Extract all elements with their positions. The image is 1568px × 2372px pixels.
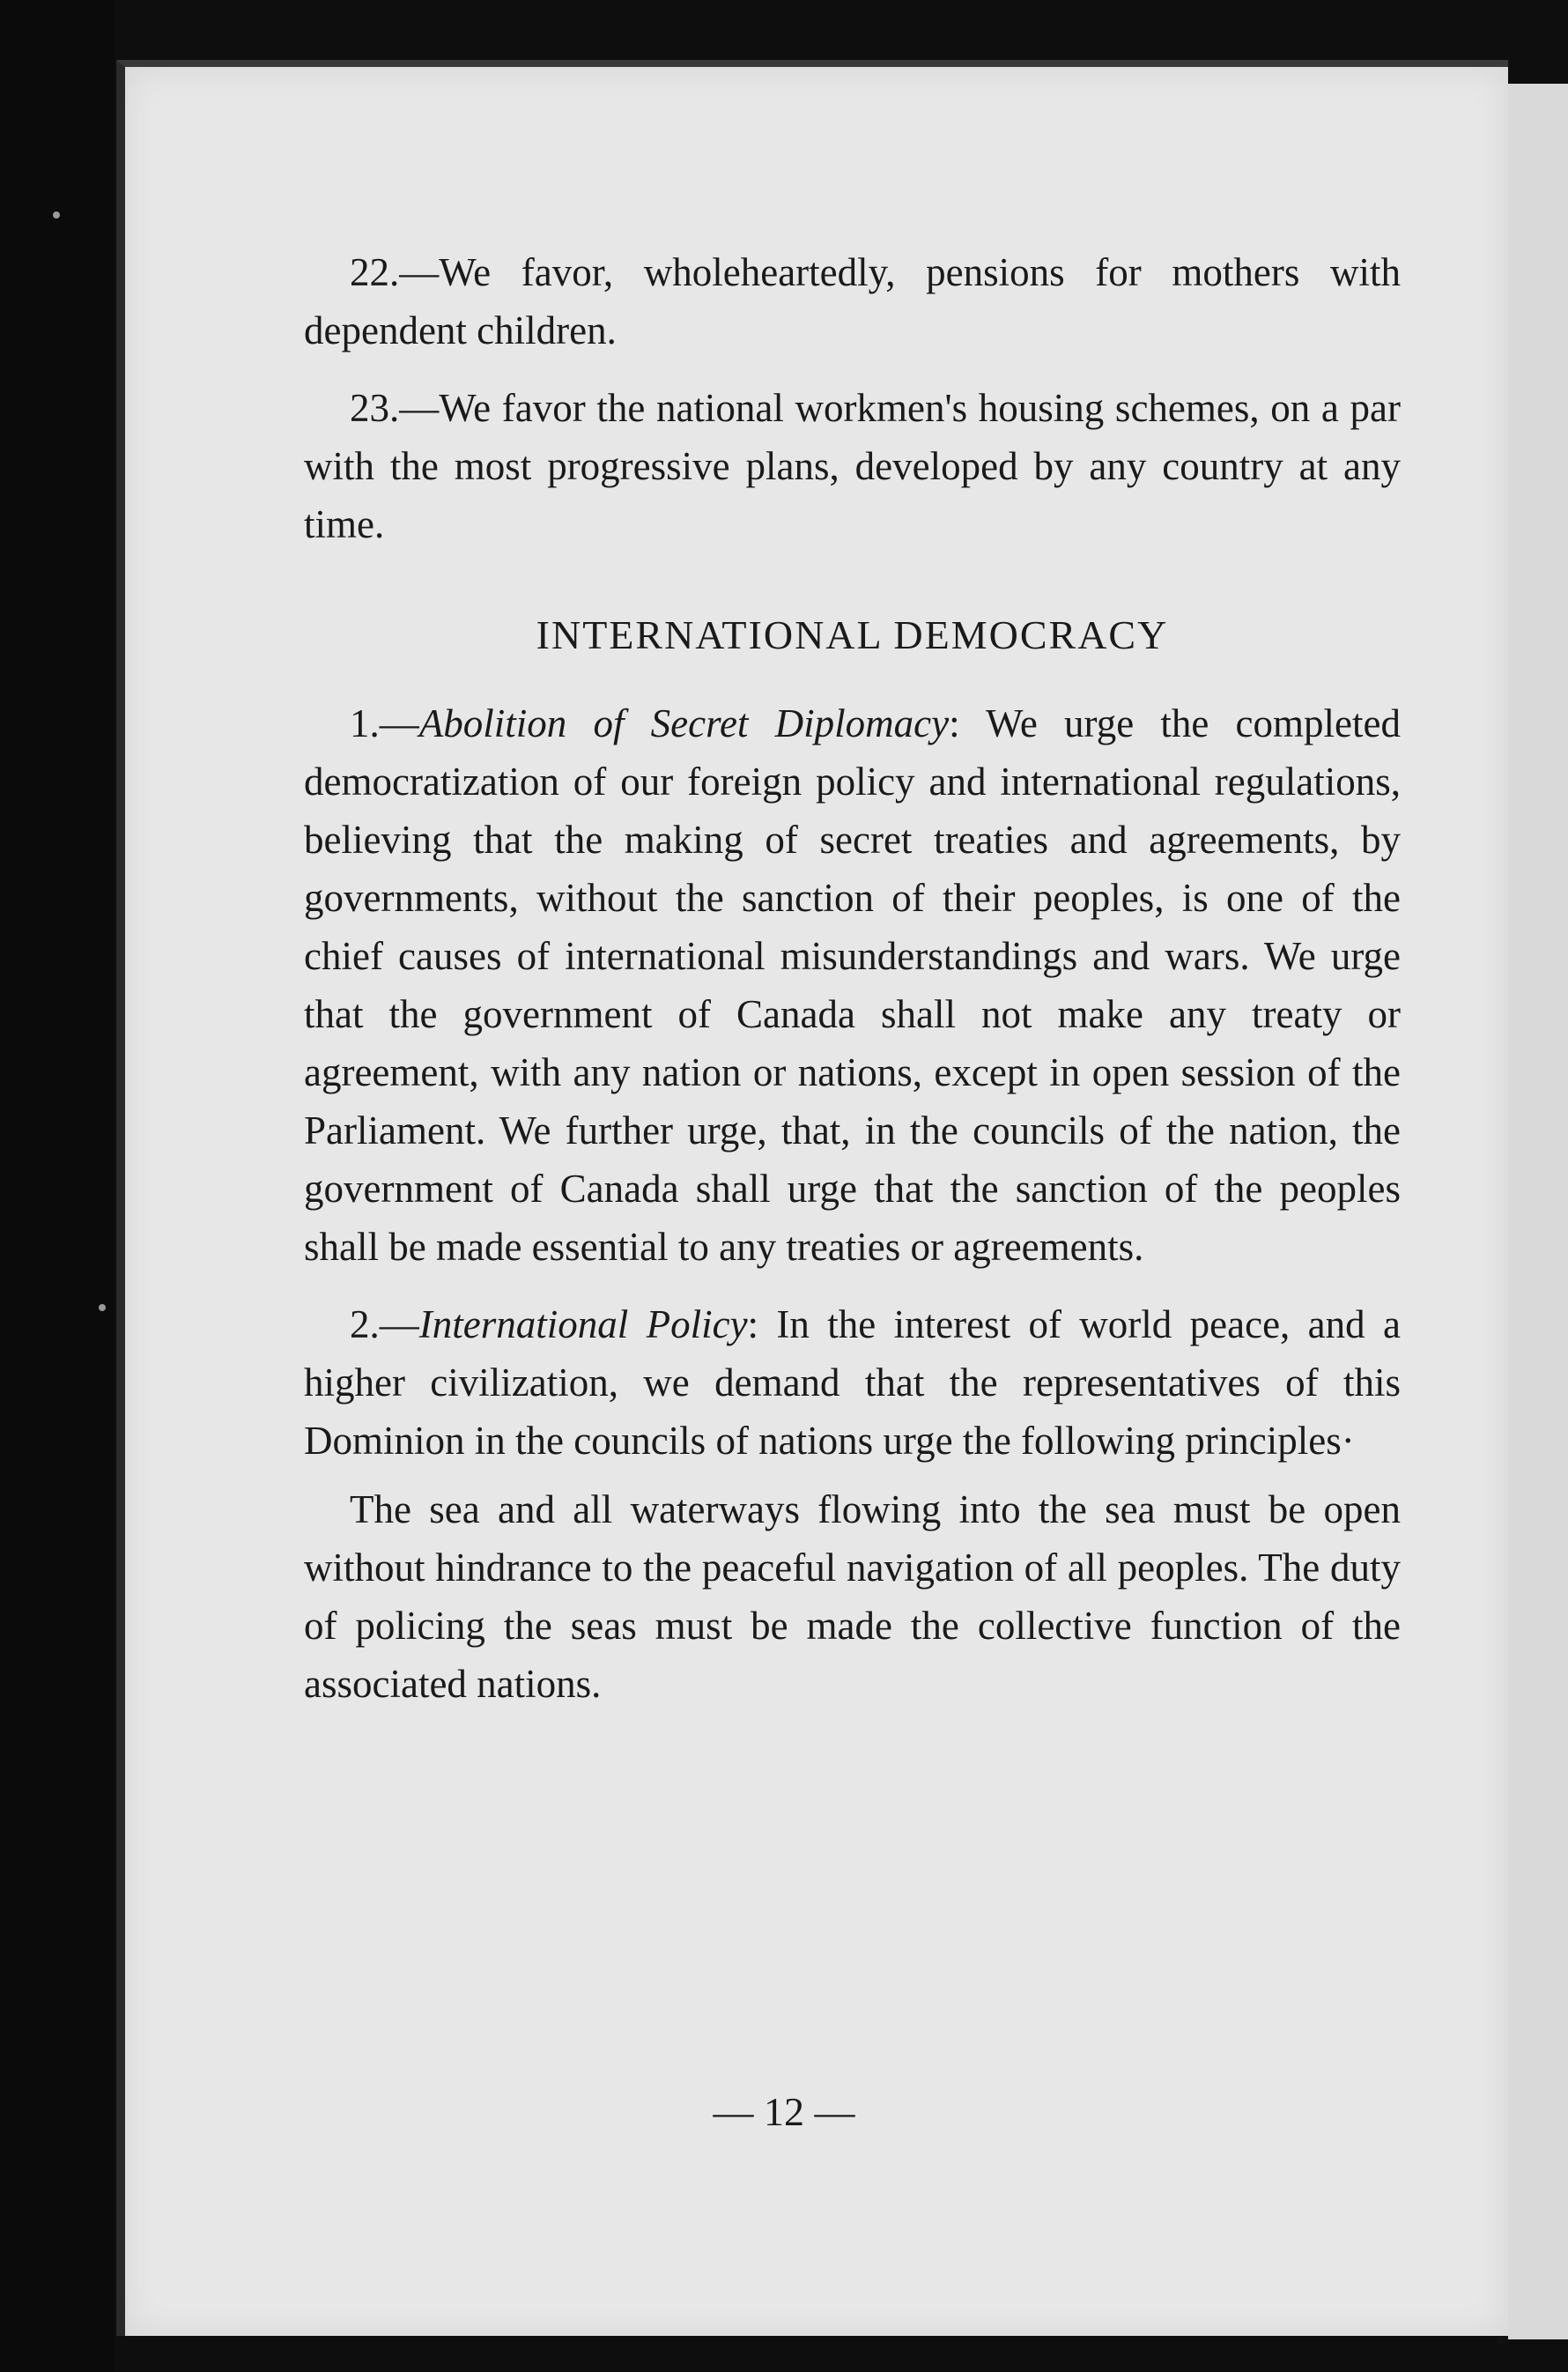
item-1-text: : We urge the completed democratization of our foreign policy and international regulations, believing that the making of secret treaties and agreements, by governments, without the sanction of their peoples, is one of the chief causes of international misunderstandings and wars. We urge that the government of Canada shall not make any treaty or agreement, with any nation or nations, except in open session of the Parliament. We further urge, that, in the councils of the nation, the government of Canada shall urge that the sanction of the peoples shall be made essential to any treaties or agreements. [304, 701, 1401, 1269]
scan-speck [99, 1304, 106, 1311]
item-2-text: : In the interest of world peace, and a higher civilization, we demand that the representatives of this Dominion in the councils of nations urge the following principles· [304, 1302, 1401, 1463]
page-body [304, 243, 1401, 1732]
item-1 [304, 694, 1401, 1276]
paragraph-23: 23.—We favor the national workmen's housing schemes, on a par with the most progressive plans, developed by any country at any time. [304, 386, 1401, 546]
item-2-number: 2.— [350, 1302, 419, 1346]
paragraph-22: 22.—We favor, wholeheartedly, pensions for mothers with dependent children. [304, 250, 1401, 352]
item-2 [304, 1295, 1401, 1470]
section-heading: INTERNATIONAL DEMOCRACY [536, 612, 1169, 657]
adjacent-page-edge [1508, 84, 1568, 2339]
film-margin-left [0, 0, 115, 2372]
item-1-number: 1.— [350, 701, 419, 745]
scan-speck [53, 211, 60, 219]
item-2-title: International Policy [418, 1302, 748, 1346]
item-1-title: Abolition of Secret Diplomacy [418, 701, 950, 745]
page-number: — 12 — [713, 2089, 855, 2134]
item-2-continuation: The sea and all waterways flowing into the sea must be open without hindrance to the peaceful navigation of all peoples. The duty of policing the seas must be made the collective function of the associated nations. [304, 1487, 1401, 1706]
